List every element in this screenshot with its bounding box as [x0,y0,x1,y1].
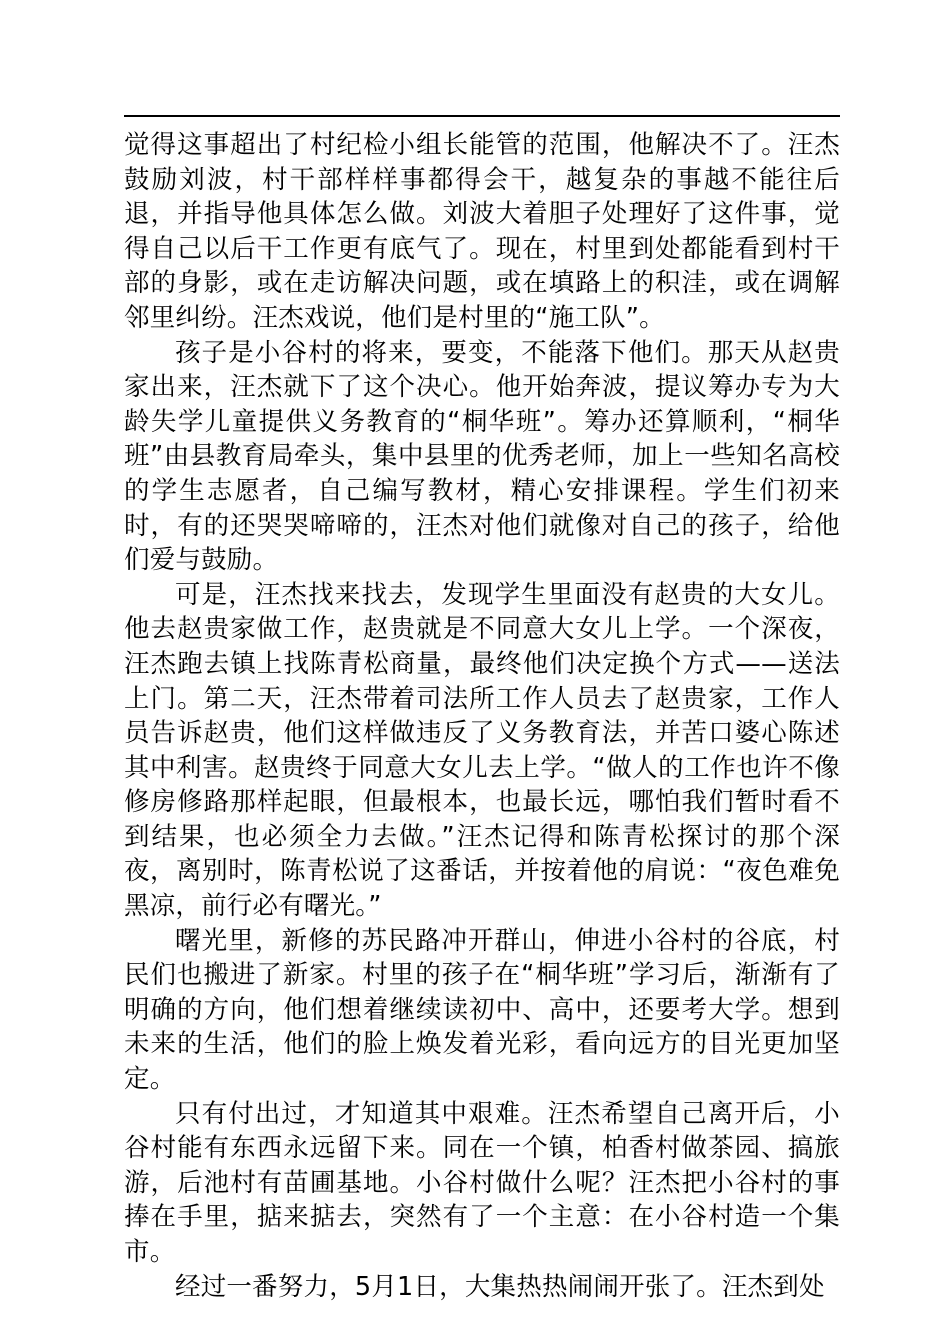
article-body [124,128,840,1304]
header-rule [124,115,840,117]
paragraph-5: 只有付出过，才知道其中艰难。汪杰希望自己离开后，小谷村能有东西永远留下来。同在一个镇，柏香村做茶园、搞旅游，后池村有苗圃基地。小谷村做什么呢？汪杰把小谷村的事捧在手里，掂来掂去，突然有了一个主意：在小谷村造一个集市。 [124,1098,840,1267]
paragraph-1: 觉得这事超出了村纪检小组长能管的范围，他解决不了。汪杰鼓励刘波，村干部样样事都得会干，越复杂的事越不能往后退，并指导他具体怎么做。刘波大着胆子处理好了这件事，觉得自己以后干工作更有底气了。现在，村里到处都能看到村干部的身影，或在走访解决问题，或在填路上的积洼，或在调解邻里纠纷。汪杰戏说，他们是村里的“施工队”。 [124,130,840,333]
paragraph-6: 经过一番努力，5月1日，大集热热闹闹开张了。汪杰到处 [175,1271,825,1302]
paragraph-4: 曙光里，新修的苏民路冲开群山，伸进小谷村的谷底，村民们也搬进了新家。村里的孩子在“桐华班”学习后，渐渐有了明确的方向，他们想着继续读初中、高中，还要考大学。想到未来的生活，他们的脸上焕发着光彩，看向远方的目光更加坚定。 [124,925,840,1095]
paragraph-3: 可是，汪杰找来找去，发现学生里面没有赵贵的大女儿。他去赵贵家做工作，赵贵就是不同意大女儿上学。一个深夜，汪杰跑去镇上找陈青松商量，最终他们决定换个方式——送法上门。第二天，汪杰带着司法所工作人员去了赵贵家，工作人员告诉赵贵，他们这样做违反了义务教育法，并苦口婆心陈述其中利害。赵贵终于同意大女儿去上学。“做人的工作也许不像修房修路那样起眼，但最根本，也最长远，哪怕我们暂时看不到结果，也必须全力去做。”汪杰记得和陈青松探讨的那个深夜，离别时，陈青松说了这番话，并按着他的肩说：“夜色难免黑凉，前行必有曙光。” [124,579,840,922]
paragraph-2: 孩子是小谷村的将来，要变，不能落下他们。那天从赵贵家出来，汪杰就下了这个决心。他开始奔波，提议筹办专为大龄失学儿童提供义务教育的“桐华班”。筹办还算顺利，“桐华班”由县教育局牵头，集中县里的优秀老师，加上一些知名高校的学生志愿者，自己编写教材，精心安排课程。学生们初来时，有的还哭哭啼啼的，汪杰对他们就像对自己的孩子，给他们爱与鼓励。 [124,337,840,576]
